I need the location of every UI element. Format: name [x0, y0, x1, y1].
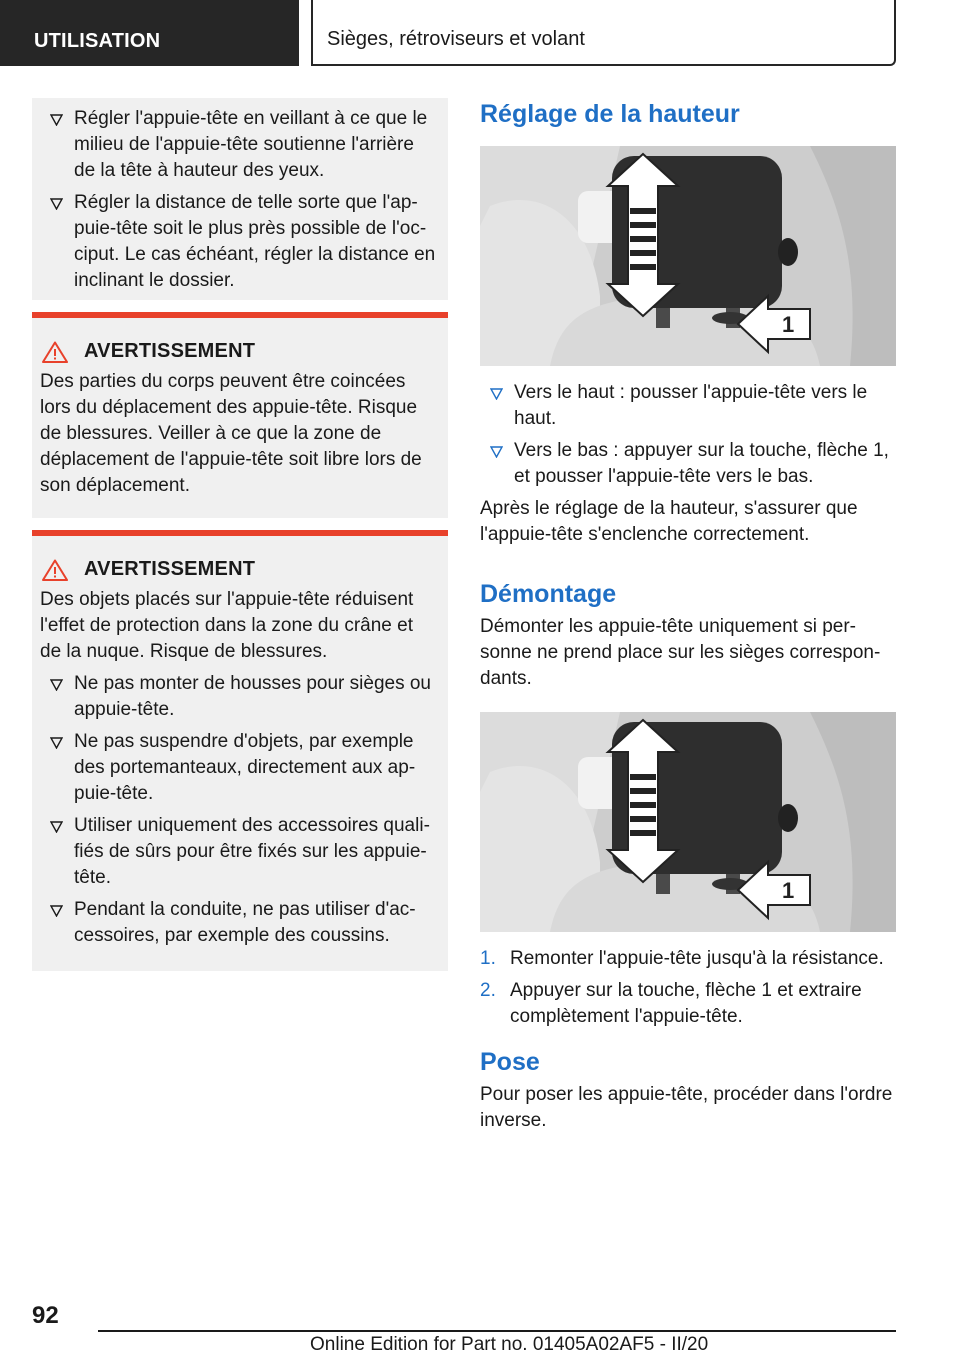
- warning-bullet-list: [40, 671, 438, 949]
- list-item: [40, 813, 438, 891]
- list-item: [40, 106, 438, 184]
- warning-title: AVERTISSEMENT: [40, 558, 438, 581]
- section-heading-height: Réglage de la hauteur: [480, 100, 740, 128]
- warning-box-objects: [32, 530, 448, 971]
- install-text: Pour poser les appuie-tête, procéder dans l'ordre inverse.: [480, 1084, 893, 1131]
- section-heading-removal: Démontage: [480, 580, 617, 608]
- warning-title: AVERTISSEMENT: [40, 340, 438, 363]
- triangle-bullet-icon: [40, 106, 74, 184]
- chapter-title: Sièges, rétroviseurs et volant: [311, 0, 896, 66]
- bullet-text: Vers le haut : pousser l'appuie-tête vers le haut.: [514, 382, 868, 429]
- list-item: [480, 978, 896, 1030]
- bullet-text: Ne pas suspendre d'objets, par exemple des portemanteaux, directement aux appuie-tête.: [74, 731, 416, 804]
- height-after-text: Après le réglage de la hauteur, s'assurer que l'appuie-tête s'enclenche correctement.: [480, 498, 858, 545]
- triangle-bullet-icon: [40, 190, 74, 294]
- warning-text: Des objets placés sur l'appuie-tête réduisent l'effet de protection dans la zone du crâne et de la nuque. Risque de blessures.: [40, 589, 414, 662]
- headrest-height-illustration: [480, 146, 896, 366]
- list-item: [480, 438, 896, 490]
- bullet-text: Utiliser uniquement des accessoires qualifiés de sûrs pour être fixés sur les appuie-tête.: [74, 815, 430, 888]
- intro-bullet-list: [40, 106, 438, 294]
- page-number: 92: [32, 1302, 59, 1329]
- list-item: [480, 946, 896, 972]
- list-item: [40, 671, 438, 723]
- list-item: [480, 380, 896, 432]
- bullet-text: Régler la distance de telle sorte que l'appuie-tête soit le plus près possible de l'occiput. Le cas échéant, régler la distance en inclinant le dossier.: [74, 192, 436, 291]
- warning-triangle-icon: [40, 341, 80, 363]
- section-heading-install: Pose: [480, 1048, 540, 1076]
- height-bullet-list: [480, 380, 896, 490]
- triangle-bullet-icon: [40, 813, 74, 891]
- right-column: [480, 98, 896, 1134]
- step-number: 1.: [480, 948, 496, 969]
- left-column: [32, 98, 448, 971]
- page-header: [0, 0, 960, 66]
- bullet-text: Vers le bas : appuyer sur la touche, flèche 1, et pousser l'appuie-tête vers le bas.: [514, 440, 889, 487]
- removal-step-list: [480, 946, 896, 1030]
- list-item: [40, 190, 438, 294]
- bullet-text: Ne pas monter de housses pour sièges ou appuie-tête.: [74, 673, 431, 720]
- bullet-text: Régler l'appuie-tête en veillant à ce que le milieu de l'appuie-tête soutienne l'arrière de la tête à hauteur des yeux.: [74, 108, 428, 181]
- bullet-text: Pendant la conduite, ne pas utiliser d'accessoires, par exemple des coussins.: [74, 899, 416, 946]
- intro-box: [32, 98, 448, 300]
- removal-intro-text: Démonter les appuie-tête uniquement si personne ne prend place sur les sièges correspondants.: [480, 616, 881, 689]
- svg-text:1: 1: [782, 312, 795, 337]
- triangle-bullet-icon: [480, 438, 514, 490]
- triangle-bullet-icon: [40, 897, 74, 949]
- warning-triangle-icon: [40, 559, 80, 581]
- section-tab: UTILISATION: [0, 0, 299, 66]
- footer-divider: [98, 1330, 896, 1332]
- step-text: Remonter l'appuie-tête jusqu'à la résistance.: [510, 948, 884, 969]
- edition-text: Online Edition for Part no. 01405A02AF5 - II/20: [310, 1334, 709, 1355]
- headrest-removal-illustration: [480, 712, 896, 932]
- list-item: [40, 729, 438, 807]
- list-item: [40, 897, 438, 949]
- step-text: Appuyer sur la touche, flèche 1 et extraire complètement l'appuie-tête.: [510, 980, 862, 1027]
- warning-box-pinching: [32, 312, 448, 518]
- warning-text: Des parties du corps peuvent être coincées lors du déplacement des appuie-tête. Risque de blessures. Veiller à ce que la zone de déplacement de l'appuie-tête soit libre lors de son déplacement.: [40, 371, 422, 496]
- step-number: 2.: [480, 980, 496, 1001]
- svg-text:1: 1: [782, 878, 795, 903]
- triangle-bullet-icon: [40, 729, 74, 807]
- triangle-bullet-icon: [480, 380, 514, 432]
- triangle-bullet-icon: [40, 671, 74, 723]
